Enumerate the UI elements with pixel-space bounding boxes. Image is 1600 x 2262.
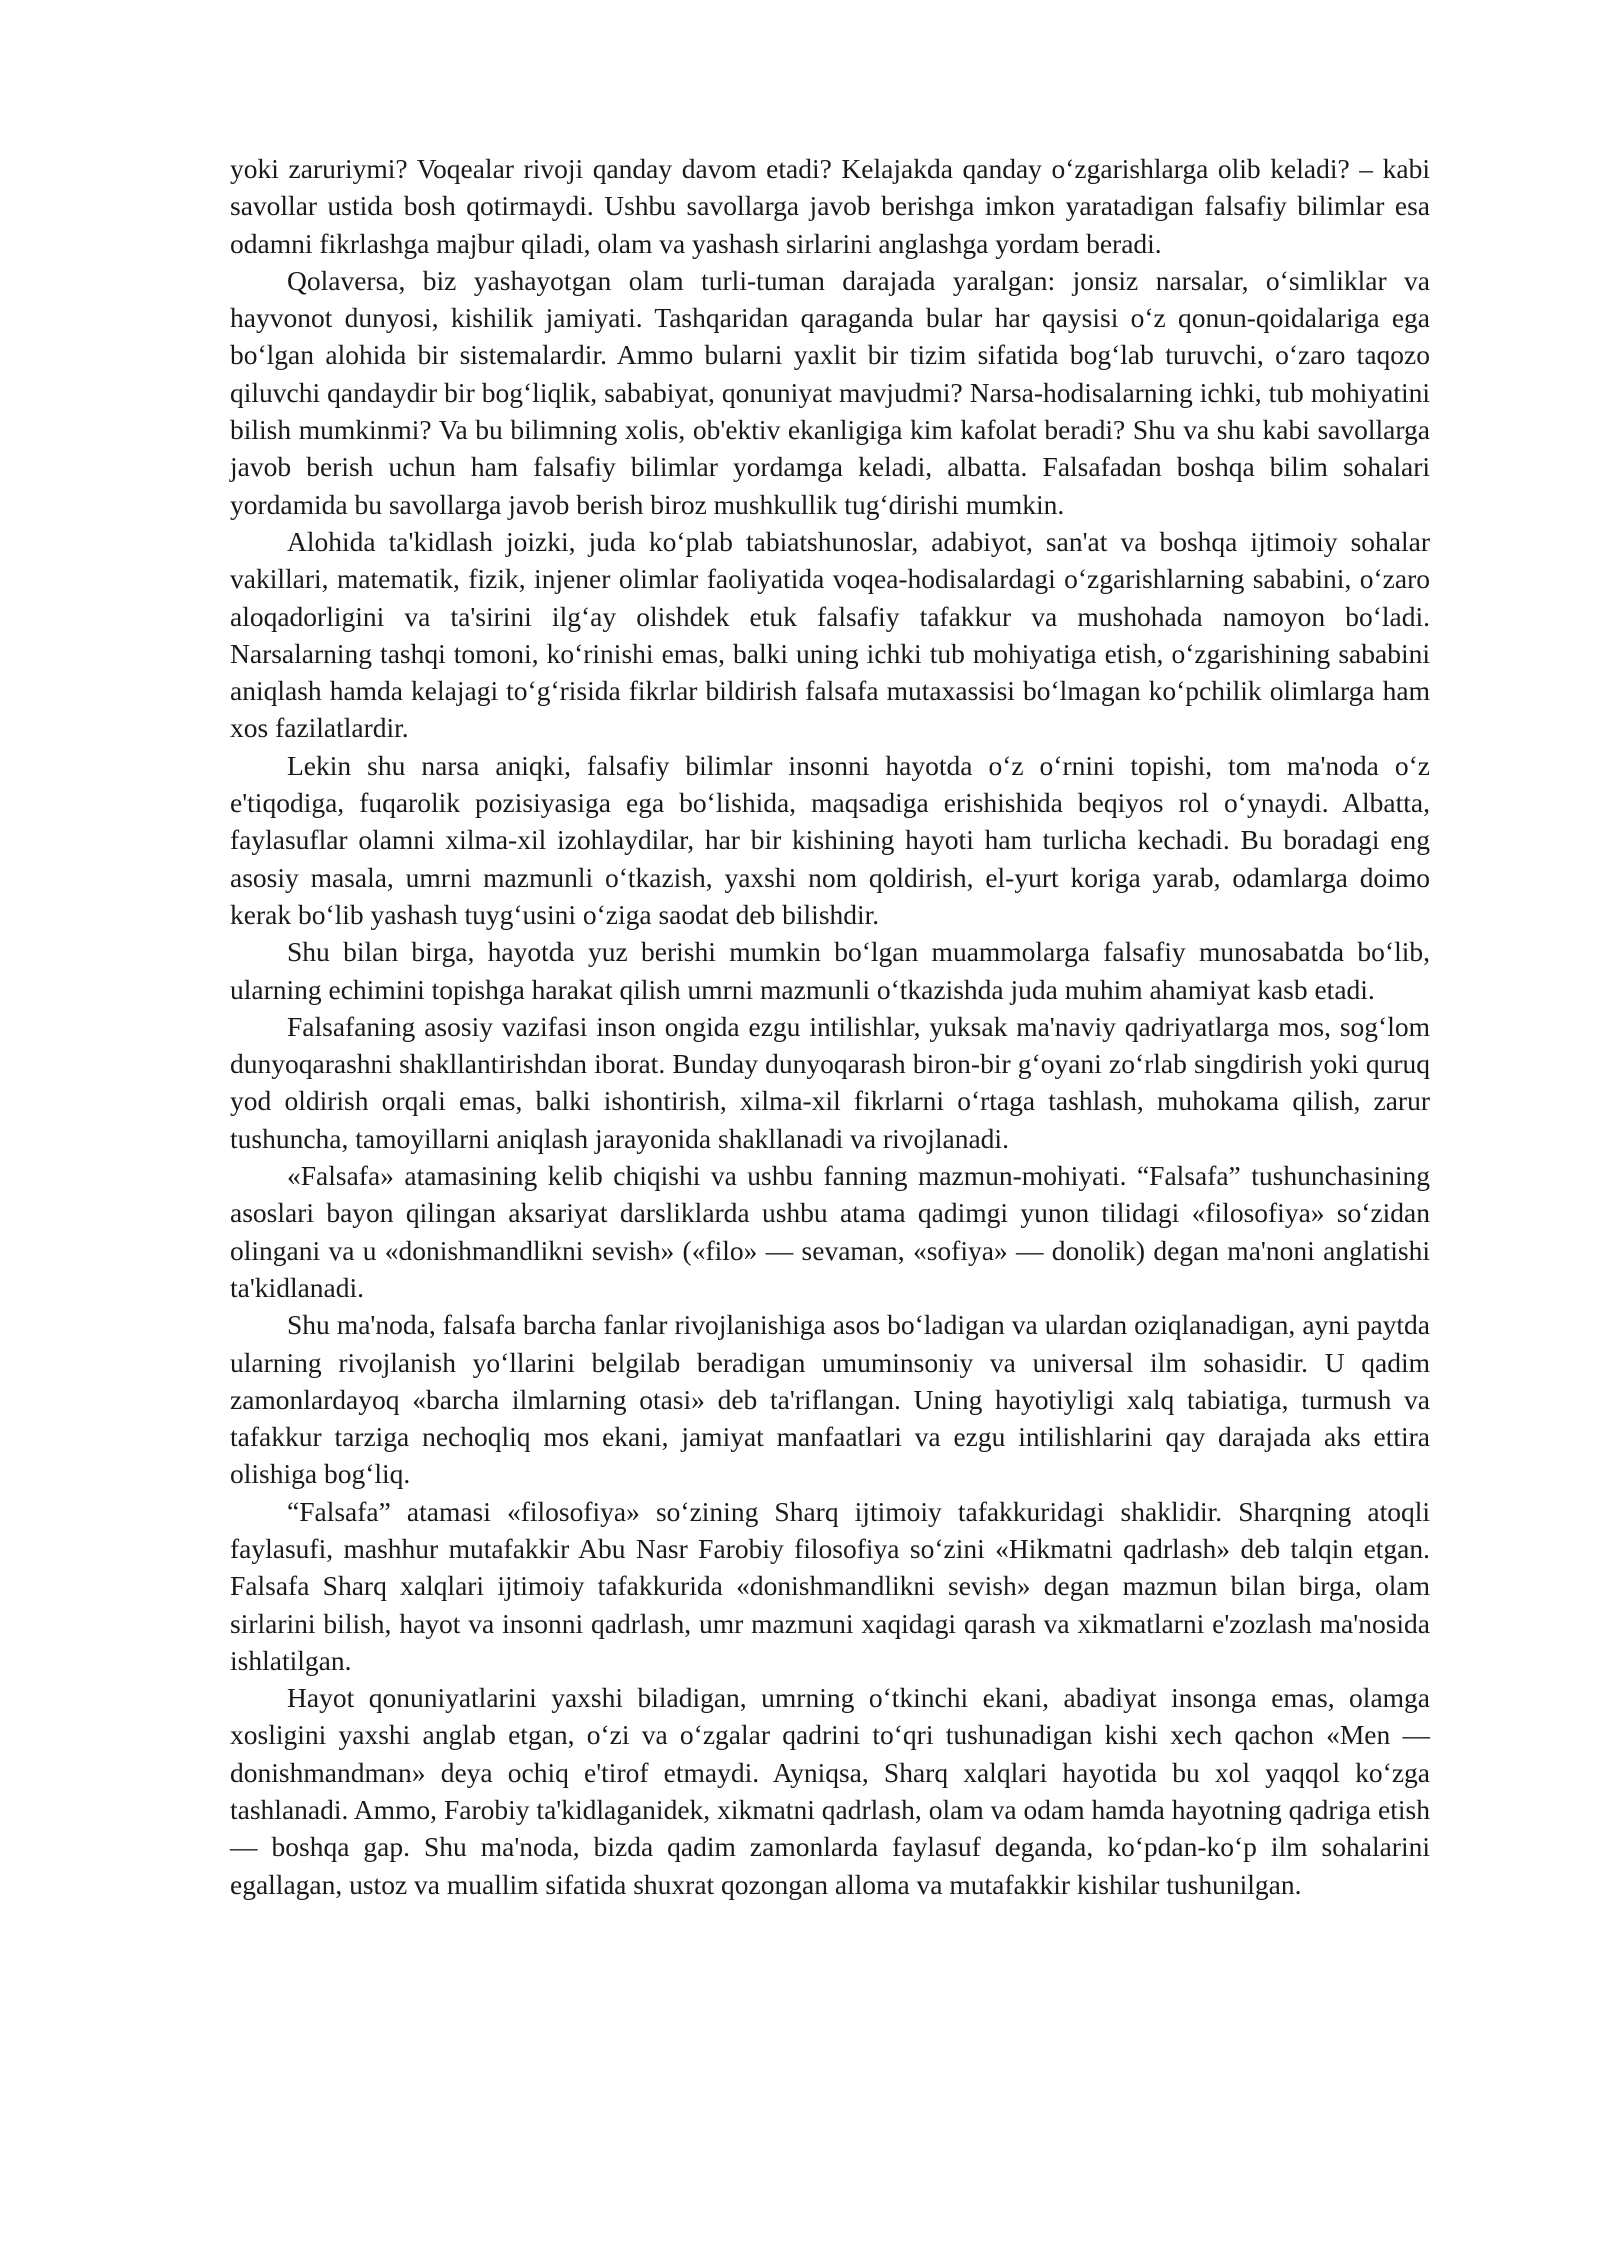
document-page (230, 150, 1430, 1903)
paragraph: Shu ma'noda, falsafa barcha fanlar rivojlanishiga asos bo‘ladigan va ulardan oziqlanadigan, ayni paytda ularning rivojlanish yo‘llarini belgilab beradigan umuminsoniy va universal ilm sohasidir. U qadim zamonlardayoq «barcha ilmlarning otasi» deb ta'riflangan. Uning hayotiyligi xalq tabiatiga, turmush va tafakkur tarziga nechoqliq mos ekani, jamiyat manfaatlari va ezgu intilishlarini qay darajada aks ettira olishiga bog‘liq. (230, 1309, 1430, 1490)
paragraph: «Falsafa» atamasining kelib chiqishi va ushbu fanning mazmun-mohiyati. “Falsafa” tushunchasining asoslari bayon qilingan aksariyat darsliklarda ushbu atama qadimgi yunon tilidagi «filosofiya» so‘zidan olingani va u «donishmandlikni sevish» («filo» — sevaman, «sofiya» — donolik) degan ma'noni anglatishi ta'kidlanadi. (230, 1160, 1430, 1303)
paragraph: Alohida ta'kidlash joizki, juda ko‘plab tabiatshunoslar, adabiyot, san'at va boshqa ijtimoiy sohalar vakillari, matematik, fizik, injener olimlar faoliyatida voqea-hodisalardagi o‘zgarishlarning sababini, o‘zaro aloqadorligini va ta'sirini ilg‘ay olishdek etuk falsafiy tafakkur va mushohada namoyon bo‘ladi. Narsalarning tashqi tomoni, ko‘rinishi emas, balki uning ichki tub mohiyatiga etish, o‘zgarishining sababini aniqlash hamda kelajagi to‘g‘risida fikrlar bildirish falsafa mutaxassisi bo‘lmagan ko‘pchilik olimlarga ham xos fazilatlardir. (230, 525, 1430, 744)
paragraph: Qolaversa, biz yashayotgan olam turli-tuman darajada yaralgan: jonsiz narsalar, o‘simliklar va hayvonot dunyosi, kishilik jamiyati. Tashqaridan qaraganda bular har qaysisi o‘z qonun-qoidalariga ega bo‘lgan alohida bir sistemalardir. Ammo bularni yaxlit bir tizim sifatida bog‘lab turuvchi, o‘zaro taqozo qiluvchi qandaydir bir bog‘liqlik, sababiyat, qonuniyat mavjudmi? Narsa-hodisalarning ichki, tub mohiyatini bilish mumkinmi? Va bu bilimning xolis, ob'ektiv ekanligiga kim kafolat beradi? Shu va shu kabi savollarga javob berish uchun ham falsafiy bilimlar yordamga keladi, albatta. Falsafadan boshqa bilim sohalari yordamida bu savollarga javob berish biroz mushkullik tug‘dirishi mumkin. (230, 264, 1430, 520)
paragraph: Shu bilan birga, hayotda yuz berishi mumkin bo‘lgan muammolarga falsafiy munosabatda bo‘lib, ularning echimini topishga harakat qilish umrni mazmunli o‘tkazishda juda muhim ahamiyat kasb etadi. (230, 936, 1430, 1005)
paragraph: “Falsafa” atamasi «filosofiya» so‘zining Sharq ijtimoiy tafakkuridagi shaklidir. Sharqning atoqli faylasufi, mashhur mutafakkir Abu Nasr Farobiy filosofiya so‘zini «Hikmatni qadrlash» deb talqin etgan. Falsafa Sharq xalqlari ijtimoiy tafakkurida «donishmandlikni sevish» degan mazmun bilan birga, olam sirlarini bilish, hayot va insonni qadrlash, umr mazmuni xaqidagi qarash va xikmatlarni e'zozlash ma'nosida ishlatilgan. (230, 1495, 1430, 1676)
paragraph: Lekin shu narsa aniqki, falsafiy bilimlar insonni hayotda o‘z o‘rnini topishi, tom ma'noda o‘z e'tiqodiga, fuqarolik pozisiyasiga ega bo‘lishida, maqsadiga erishishida beqiyos rol o‘ynaydi. Albatta, faylasuflar olamni xilma-xil izohlaydilar, har bir kishining hayoti ham turlicha kechadi. Bu boradagi eng asosiy masala, umrni mazmunli o‘tkazish, yaxshi nom qoldirish, el-yurt koriga yarab, odamlarga doimo kerak bo‘lib yashash tuyg‘usini o‘ziga saodat deb bilishdir. (230, 749, 1430, 930)
paragraph: Hayot qonuniyatlarini yaxshi biladigan, umrning o‘tkinchi ekani, abadiyat insonga emas, olamga xosligini yaxshi anglab etgan, o‘zi va o‘zgalar qadrini to‘qri tushunadigan kishi xech qachon «Men — donishmandman» deya ochiq e'tirof etmaydi. Ayniqsa, Sharq xalqlari hayotida bu xol yaqqol ko‘zga tashlanadi. Ammo, Farobiy ta'kidlaganidek, xikmatni qadrlash, olam va odam hamda hayotning qadriga etish — boshqa gap. Shu ma'noda, bizda qadim zamonlarda faylasuf deganda, ko‘pdan-ko‘p ilm sohalarini egallagan, ustoz va muallim sifatida shuxrat qozongan alloma va mutafakkir kishilar tushunilgan. (230, 1682, 1430, 1900)
paragraph: Falsafaning asosiy vazifasi inson ongida ezgu intilishlar, yuksak ma'naviy qadriyatlarga mos, sog‘lom dunyoqarashni shakllantirishdan iborat. Bunday dunyoqarash biron-bir g‘oyani zo‘rlab singdirish yoki quruq yod oldirish orqali emas, balki ishontirish, xilma-xil fikrlarni o‘rtaga tashlash, muhokama qilish, zarur tushuncha, tamoyillarni aniqlash jarayonida shakllanadi va rivojlanadi. (230, 1010, 1430, 1154)
paragraph-continuation: yoki zaruriymi? Voqealar rivoji qanday davom etadi? Kelajakda qanday o‘zgarishlarga olib keladi? – kabi savollar ustida bosh qotirmaydi. Ushbu savollarga javob berishga imkon yaratadigan falsafiy bilimlar esa odamni fikrlashga majbur qiladi, olam va yashash sirlarini anglashga yordam beradi. (230, 153, 1430, 259)
